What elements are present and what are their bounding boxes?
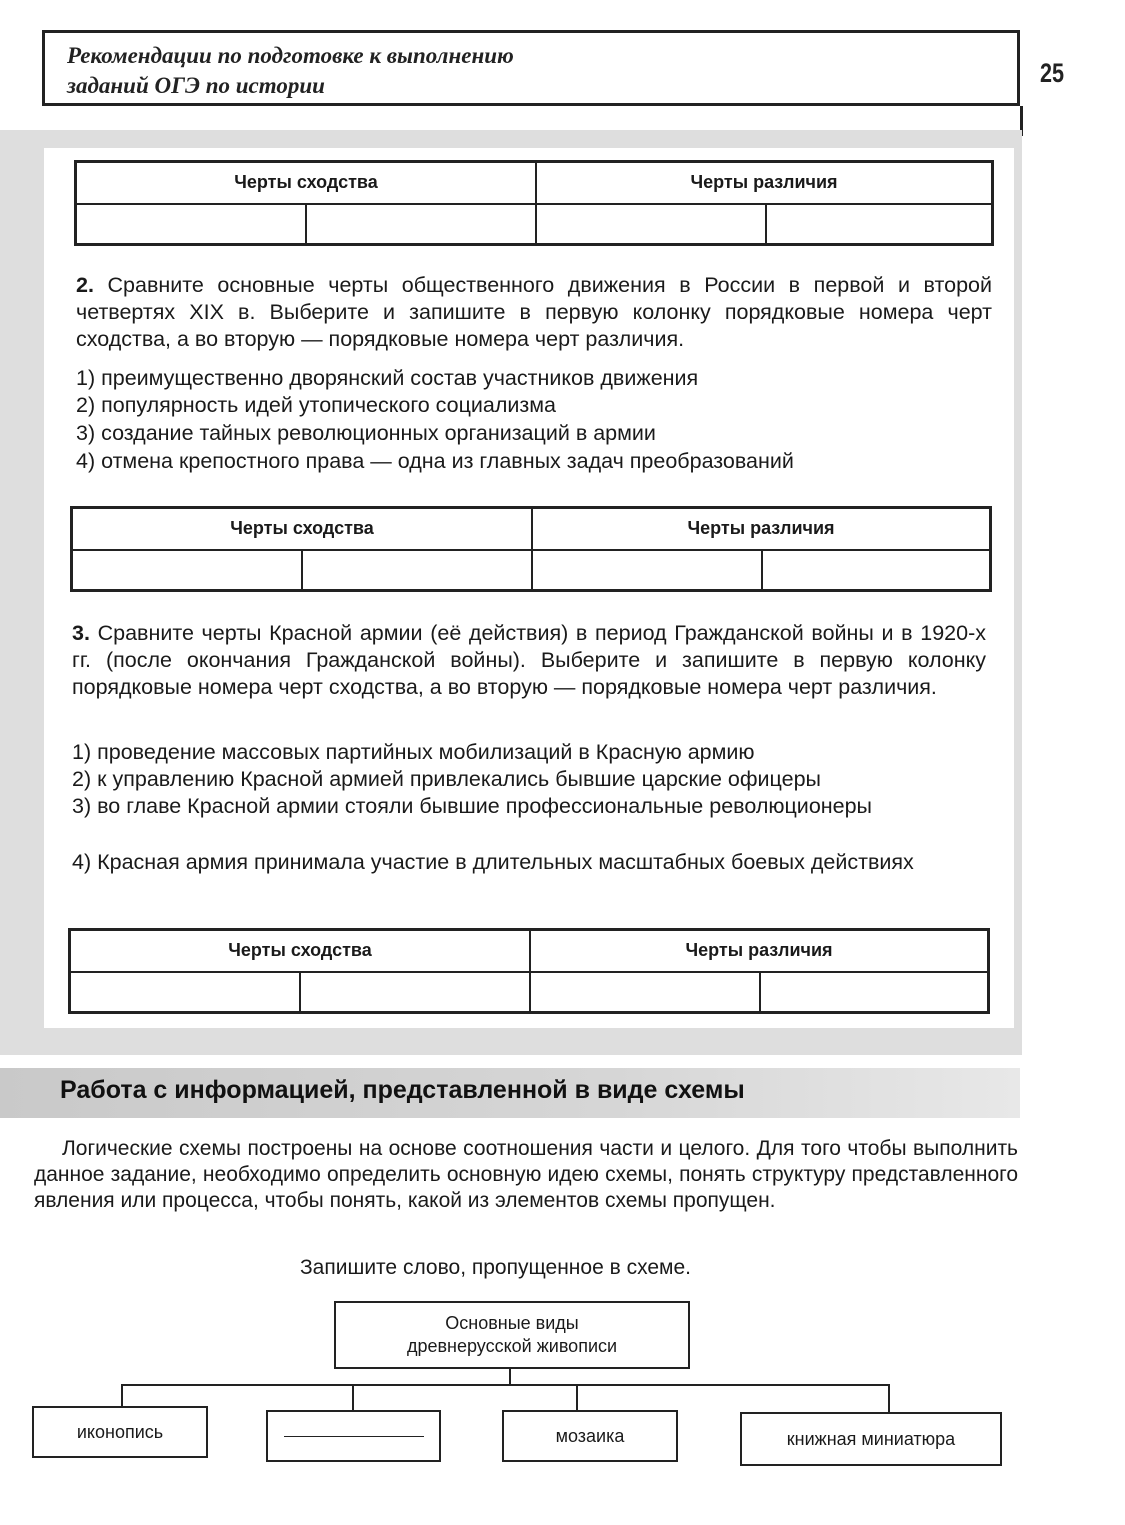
diagram-root-label: Основные виды древнерусской живописи <box>406 1313 618 1356</box>
answer-blank[interactable] <box>284 1436 424 1437</box>
task-3-number: 3. <box>72 621 90 645</box>
task-2-option: 4) отмена крепостного права — одна из главных задач преобразований <box>76 449 794 473</box>
different-header: Черты различия <box>685 940 833 960</box>
diagram-node-label: мозаика <box>555 1425 625 1446</box>
diagram-node-label: иконопись <box>76 1421 164 1442</box>
section-paragraph: Логические схемы построены на основе соотношения части и целого. Для того чтобы выполнить данное задание, необходимо определить основную идею схемы, понять структуру представленного явления или процесса, чтобы понять, какой из элементов схемы пропущен. <box>34 1137 1018 1212</box>
diagram-node <box>502 1410 678 1462</box>
task-3-text: Сравните черты Красной армии (её действия) в период Гражданской войны и в 1920-х гг. (после окончания Гражданской войны). Выберите и запишите в первую колонку порядковые номера черт сходства, а во вторую — порядковые номера черт различия. <box>72 621 986 699</box>
section-title: Работа с информацией, представленной в виде схемы <box>60 1076 745 1104</box>
similar-header: Черты сходства <box>230 518 374 538</box>
task-3-option: 1) проведение массовых партийных мобилизаций в Красную армию <box>72 740 755 764</box>
task-2-option: 1) преимущественно дворянский состав участников движения <box>76 366 699 390</box>
answer-cell[interactable] <box>73 551 301 589</box>
diagram-node-label: книжная миниатюра <box>786 1428 956 1449</box>
diagram-connector <box>352 1384 354 1410</box>
diagram-connector <box>576 1384 578 1410</box>
answer-cell[interactable] <box>763 551 989 589</box>
diagram-node-blank[interactable] <box>266 1410 441 1462</box>
diagram-connector <box>509 1369 511 1385</box>
diagram-connector <box>121 1384 123 1406</box>
page-number: 25 <box>1040 58 1065 88</box>
task-3-prompt <box>72 620 986 701</box>
different-header: Черты различия <box>690 172 838 192</box>
header-box <box>42 30 1020 106</box>
diagram-root <box>334 1301 690 1369</box>
running-header <box>67 41 767 101</box>
different-header: Черты различия <box>687 518 835 538</box>
task-2-option: 3) создание тайных революционных организаций в армии <box>76 421 656 445</box>
answer-table-3 <box>68 928 990 1014</box>
answer-cell[interactable] <box>761 973 987 1011</box>
answer-cell[interactable] <box>71 973 299 1011</box>
diagram-node <box>32 1406 208 1458</box>
task-3-option: 3) во главе Красной армии стояли бывшие профессиональные революционеры <box>72 794 873 818</box>
answer-cell[interactable] <box>301 973 529 1011</box>
diagram-instruction: Запишите слово, пропущенное в схеме. <box>300 1256 691 1279</box>
answer-table-2 <box>70 506 992 592</box>
answer-cell[interactable] <box>303 551 531 589</box>
task-2-prompt <box>76 272 992 353</box>
answer-cell[interactable] <box>531 973 759 1011</box>
task-2-text: Сравните основные черты общественного движения в России в первой и второй четвертях XIX в. Выберите и запишите в первую колонку порядковые номера черт сходства, а во вторую — порядковые номера черт различия. <box>76 273 992 351</box>
header-line-1: Рекомендации по подготовке к выполнению <box>67 43 514 68</box>
diagram-connector <box>888 1384 890 1412</box>
task-3-option: 2) к управлению Красной армией привлекались бывшие царские офицеры <box>72 767 821 791</box>
diagram-connector <box>121 1384 890 1386</box>
table-header <box>77 163 991 205</box>
diagram-node <box>740 1412 1002 1466</box>
header-line-2: заданий ОГЭ по истории <box>67 73 325 98</box>
similar-header: Черты сходства <box>234 172 378 192</box>
answer-cell[interactable] <box>767 205 993 243</box>
answer-table-1 <box>74 160 994 246</box>
answer-cell[interactable] <box>533 551 761 589</box>
task-2-option: 2) популярность идей утопического социализма <box>76 393 557 417</box>
answer-cell[interactable] <box>307 205 535 243</box>
similar-header: Черты сходства <box>228 940 372 960</box>
task-2-number: 2. <box>76 273 94 297</box>
answer-cell[interactable] <box>537 205 765 243</box>
task-3-option: 4) Красная армия принимала участие в длительных масштабных боевых действиях <box>72 850 914 874</box>
answer-cell[interactable] <box>77 205 305 243</box>
